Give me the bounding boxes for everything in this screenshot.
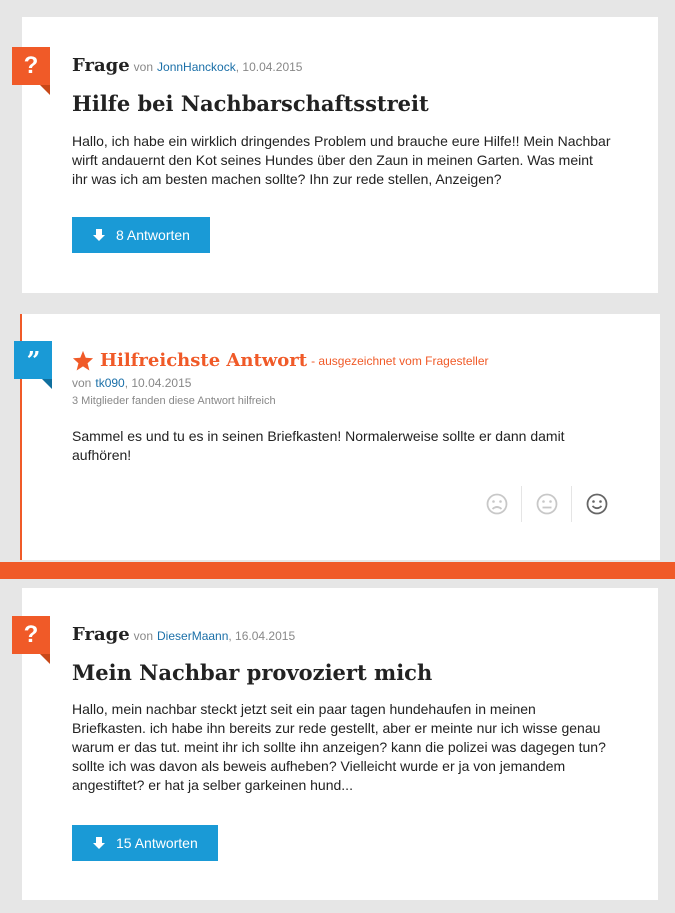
answers-count-label: 15 Antworten bbox=[116, 835, 198, 851]
answer-date: , 10.04.2015 bbox=[124, 376, 192, 390]
arrow-down-icon bbox=[92, 836, 106, 850]
author-link[interactable]: JonnHanckock bbox=[157, 60, 236, 74]
answer-body: Sammel es und tu es in seinen Briefkasten! Normalerweise sollte er dann damit aufhören! bbox=[72, 428, 565, 463]
by-label: von bbox=[133, 629, 154, 643]
show-answers-button[interactable] bbox=[72, 825, 218, 861]
by-label: von bbox=[72, 376, 92, 390]
neutral-face-icon bbox=[536, 493, 558, 515]
question-label: Frage bbox=[72, 55, 130, 76]
best-answer-title: Hilfreichste Antwort bbox=[100, 350, 308, 371]
question-body: Hallo, ich habe ein wirklich dringendes Problem und brauche eure Hilfe!! Mein Nachbar wirft andauernt den Kot seines Hundes über den Zaun in meinen Garten. Was meint ihr was ich am besten machen sollte? Ihn zur rede stellen, Anzeigen? bbox=[72, 133, 611, 187]
quote-icon: ” bbox=[14, 341, 52, 379]
helpful-count: 3 Mitglieder fanden diese Antwort hilfreich bbox=[72, 395, 276, 407]
question-card bbox=[22, 17, 658, 293]
author-link[interactable]: DieserMaann bbox=[157, 629, 229, 643]
question-mark-icon: ? bbox=[12, 616, 50, 654]
show-answers-button[interactable] bbox=[72, 217, 210, 253]
rate-helpful-button[interactable] bbox=[571, 486, 621, 522]
answer-meta bbox=[72, 376, 191, 390]
rating-group bbox=[472, 486, 621, 522]
question-mark-icon: ? bbox=[12, 47, 50, 85]
sad-face-icon bbox=[486, 493, 508, 515]
answers-count-label: 8 Antworten bbox=[116, 227, 190, 243]
question-label: Frage bbox=[72, 624, 130, 645]
happy-face-icon bbox=[586, 493, 608, 515]
rate-unhelpful-button[interactable] bbox=[472, 486, 521, 522]
star-icon bbox=[72, 350, 94, 371]
section-divider bbox=[0, 562, 675, 579]
question-title[interactable]: Hilfe bei Nachbarschaftsstreit bbox=[72, 91, 429, 116]
question-title[interactable]: Mein Nachbar provoziert mich bbox=[72, 660, 433, 685]
question-body: Hallo, mein nachbar steckt jetzt seit ein paar tagen hundehaufen in meinen Briefkasten. ich habe ihn bereits zur rede gestellt, aber er meinte nur ich wisse genau warum er das tut. meint ihr ich sollte ihn anzeigen? kann die polizei was dagegen tun? sollte ich was davon als beweis aufheben? Vielleicht wurde er ja von jemandem angestiftet? er hat ja selber garkeinen hund... bbox=[72, 701, 606, 793]
author-link[interactable]: tk090 bbox=[95, 376, 125, 390]
question-meta bbox=[72, 55, 302, 76]
by-label: von bbox=[133, 60, 154, 74]
question-card bbox=[22, 588, 658, 900]
best-answer-header bbox=[72, 350, 489, 371]
best-answer-card bbox=[20, 314, 660, 560]
rate-neutral-button[interactable] bbox=[521, 486, 571, 522]
arrow-down-icon bbox=[92, 228, 106, 242]
question-meta bbox=[72, 624, 295, 645]
best-answer-subtitle: - ausgezeichnet vom Fragesteller bbox=[311, 353, 489, 368]
question-date: , 10.04.2015 bbox=[235, 60, 303, 74]
question-date: , 16.04.2015 bbox=[228, 629, 296, 643]
